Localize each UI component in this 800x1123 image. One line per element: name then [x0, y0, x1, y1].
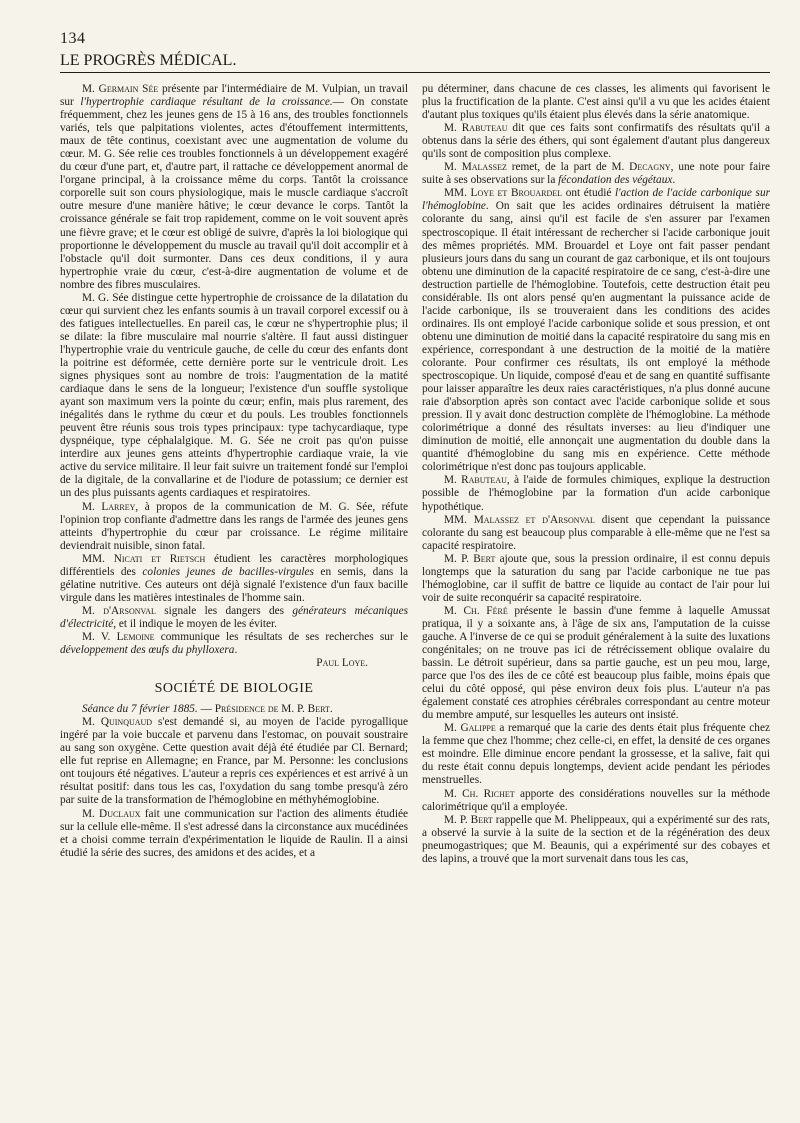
author-name: MM. Nicati et Rietsch [82, 552, 206, 565]
italic-title: l'hypertrophie cardiaque résultant de la croissance. [80, 96, 333, 109]
author-name: M. Quinquaud [82, 716, 153, 729]
italic-title: colonies jeunes de bacilles-virgules [142, 565, 314, 578]
paragraph: M. Malassez remet, de la part de M. Decagny, une note pour faire suite à ses observations sur la fécondation des végétaux. [422, 161, 770, 187]
paragraph: MM. Nicati et Rietsch étudient les caractères morphologiques différentiels des colonies jeunes de bacilles-virgules en semis, dans la gélatine nutritive. Ces auteurs ont déjà signalé l'existence d'un faux bacille virgule dans les matières intestinales de l'homme sain. [60, 552, 408, 604]
paragraph: MM. Malassez et d'Arsonval disent que cependant la puissance colorante du sang est beaucoup plus comparable à elle-même que ne l'est sa capacité respiratoire. [422, 513, 770, 552]
italic-title: générateurs mécaniques d'électricité [60, 604, 408, 630]
paragraph: M. Rabuteau, à l'aide de formules chimiques, explique la destruction possible de l'hémoglobine par la formation d'un acide carbonique hypothétique. [422, 474, 770, 513]
section-title: SOCIÉTÉ DE BIOLOGIE [154, 681, 314, 697]
author-name: M. P. Bert [444, 813, 493, 826]
page-number: 134 [60, 30, 86, 47]
author-name: M. P. Bert [444, 552, 496, 565]
author-name: M. Malassez [444, 161, 507, 174]
author-name: M. Ch. Richet [444, 787, 515, 800]
author-name: M. Galippe [444, 722, 496, 735]
session-line [60, 703, 408, 716]
author-name: M. Larrey [82, 500, 136, 513]
paragraph: M. Quinquaud s'est demandé si, au moyen de l'acide pyrogallique ingéré par la voie buccale et parvenu dans l'estomac, on pouvait soustraire au sang son oxygène. Cette question avait déjà été étudiée par Cl. Bernard; elle fut reprise en Allemagne; en France, par M. Personne: les conclusions ont toujours été négatives. L'auteur a repris ces expériences et est arrivé à un résultat positif: dans tous les cas, l'oxydation du sang tombe presqu'à zéro par suite de la transformation de l'hémoglobine en méthyhémoglobine. [60, 716, 408, 807]
session-presidency: — Présidence de M. P. Bert. [197, 703, 333, 716]
paragraph: pu déterminer, dans chacune de ces classes, les aliments qui favorisent le plus la fructification de la plante. C'est ainsi qu'il a vu que les acides étaient d'autant plus toxiques qu'ils étaient plus élevés dans la série anatomique. [422, 83, 770, 122]
paragraph: M. G. Sée distingue cette hypertrophie de croissance de la dilatation du cœur qui survient chez les enfants soumis à un travail corporel excessif ou à des fatigues intellectuelles. En pareil cas, le cœur ne s'hypertrophie plus; il se dilate: la fibre musculaire mal nourrie s'altère. Il faut aussi distinguer l'hypertrophie vraie du ventricule gauche, de celle du cœur des enfants dont la poitrine est déformée, cette dernière porte sur le ventricule droit. Les signes physiques sont au nombre de trois: l'augmentation de la matité cardiaque dans le sens de la longueur; l'existence d'un souffle systolique ayant son maximum vers la pointe du cœur; enfin, mais plus rarement, des inégalités dans le rythme du cœur et du pouls. Les troubles fonctionnels peuvent être réunis sous trois types principaux: type tachycardiaque, type dyspnéique, type céphalalgique. M. G. Sée ne croit pas qu'on puisse interdire aux jeunes gens atteints d'hypertrophie cardiaque vraie, la vie active du service militaire. Il leur fait suivre un traitement fondé sur l'emploi de la digitale, de la convallarine et de l'iodure de potassium; ce dernier est un des plus puissants agents cardiaques et respiratoires. [60, 291, 408, 500]
author-name: M. Ch. Féré [444, 604, 508, 617]
author-name: M. Rabuteau [444, 122, 508, 135]
running-header [60, 30, 770, 52]
author-name: M. Germain Sée [82, 83, 159, 95]
paragraph: M. V. Lemoine communique les résultats de ses recherches sur le développement des œufs du phylloxera. [60, 630, 408, 657]
author-name: Decagny [629, 161, 671, 174]
paragraph: M. Larrey, à propos de la communication de M. G. Sée, réfute l'opinion trop confiante d'admettre dans les rangs de l'armée des jeunes gens atteints d'hypertrophie du cœur par croissance. Le régime militaire deviendrait nuisible, sinon fatal. [60, 500, 408, 552]
header-rule [60, 72, 770, 73]
italic-title: l'action de l'acide carbonique sur l'hémoglobine [422, 187, 770, 213]
italic-title: fécondation des végétaux [558, 174, 673, 187]
right-column [422, 83, 770, 1123]
paragraph: M. Ch. Féré présente le bassin d'une femme à laquelle Amussat pratiqua, il y a soixante ans, à l'âge de six ans, l'amputation de la cuisse gauche. A l'inverse de ce qui se produit généralement à la suite des luxations congénitales; on ne trouve pas ici de rétrécissement oblique ovalaire du bassin. Le détroit supérieur, dans sa partie gauche, est un peu mou, large, parce que l'os des iles de ce côté est beaucoup plus faible, moins épais que celui du côté opposé, qui pèse environ deux fois plus. L'auteur n'a pas également constaté ces atrophies cérébrales correspondant au centre moteur du membre amputé, sur lesquelles les auteurs ont insisté. [422, 604, 770, 722]
paragraph: M. Galippe a remarqué que la carie des dents était plus fréquente chez la femme que chez l'homme; chez celle-ci, en effet, la densité de ces organes est moindre. Elle diminue encore pendant la grossesse, et la salive, fait qui du reste était connu depuis longtemps, devient acide pendant les périodes menstruelles. [422, 722, 770, 787]
paragraph: M. P. Bert ajoute que, sous la pression ordinaire, il est connu depuis longtemps que la saturation du sang par l'acide carbonique ne tue pas l'hémoglobine, car il suffit de battre ce liquide au contact de l'air pour lui voir de suite reconquérir sa capacité respiratoire. [422, 552, 770, 604]
italic-title: développement des œufs du phylloxera [60, 644, 235, 657]
paragraph: M. Germain Sée présente par l'intermédiaire de M. Vulpian, un travail sur l'hypertrophie cardiaque résultant de la croissance.— On constate fréquemment, chez les jeunes gens de 15 à 16 ans, des troubles fonctionnels variés, tels que palpitations violentes, actes d'étouffement intermittents, maux de tête continus, coexistant avec une augmentation de volume du cœur. M. G. Sée relie ces troubles fonctionnels à un développement exagéré du cœur d'une part, et, d'autre part, il rattache ce développement anormal de l'organe principal, à la croissance même du corps. Tantôt la croissance corporelle suit son cours physiologique, mais le muscle cardiaque s'accroît outre mesure d'une manière hâtive; le cœur devance le corps. Tantôt la croissance générale se fait trop rapidement, comme on le voit souvent après une fièvre grave; et le cœur est obligé de suivre, d'après la loi biologique qui proportionne le développement du muscle au travail qu'il doit accomplir et à l'obstacle qu'il doit surmonter. Dans ces deux conditions, il y aura hypertrophie vraie du cœur, c'est-à-dire augmentation de volume et de nombre des fibres musculaires. [60, 83, 408, 291]
left-column [60, 83, 408, 1123]
author-name: MM. Loye et Brouardel [444, 187, 563, 200]
journal-title: LE PROGRÈS MÉDICAL. [60, 52, 237, 69]
author-name: M. d'Arsonval [82, 604, 156, 617]
author-name: M. Duclaux [82, 807, 141, 820]
signature: Paul Loye. [316, 657, 368, 670]
paragraph: M. P. Bert rappelle que M. Phelippeaux, qui a expérimenté sur des rats, a observé la survie à la suite de la section et de la régénération des deux pneumogastriques; que M. Beaunis, qui a expérimenté sur des cobayes et des lapins, a trouvé que la mort survenait dans tous les cas, [422, 813, 770, 865]
author-name: M. V. Lemoine [82, 630, 155, 643]
text-columns [60, 83, 770, 1123]
paragraph: M. Ch. Richet apporte des considérations nouvelles sur la méthode calorimétrique qu'il a employée. [422, 787, 770, 813]
paragraph: M. Duclaux fait une communication sur l'action des aliments étudiée sur la cellule elle-même. Il s'est adressé dans la circonstance aux mucédinées et a choisi comme terrain d'expérimentation le liquide de Raulin. Il a ainsi étudié la série des sucres, des amidons et des acides, et a [60, 807, 408, 859]
paragraph: M. Rabuteau dit que ces faits sont confirmatifs des résultats qu'il a obtenus dans la série des éthers, qui sont également d'autant plus dangereux qu'ils sont de composition plus complexe. [422, 122, 770, 161]
session-date: Séance du 7 février 1885. [82, 703, 198, 716]
author-name: M. Rabuteau [444, 474, 507, 487]
paragraph: M. d'Arsonval signale les dangers des générateurs mécaniques d'électricité, et il indique le moyen de les éviter. [60, 604, 408, 630]
author-name: MM. Malassez et d'Arsonval [444, 513, 595, 526]
paragraph: MM. Loye et Brouardel ont étudié l'action de l'acide carbonique sur l'hémoglobine. On sait que les acides ordinaires détruisent la matière colorante du sang, ainsi qu'il est facile de s'en assurer par l'examen spectroscopique. Il était intéressant de rechercher si l'acide carbonique jouit des mêmes propriétés. MM. Brouardel et Loye ont fait passer pendant plusieurs jours dans du sang un courant de gaz carbonique, et ils ont toujours obtenu une diminution de la capacité respiratoire de ce sang, c'est-à-dire une destruction partielle de l'hémoglobine. Toutefois, cette destruction était peu considérable. Ils ont alors pensé qu'en augmentant la puissance acide de l'acide carbonique, ils se trouveraient dans les conditions des acides ordinaires. Ils ont employé l'acide carbonique solide et sous pression, et ont obtenu une diminution de moitié dans la capacité respiratoire du sang mis en expérience, correspondant à une destruction de la moitié de la matière colorante. Pour confirmer ces résultats, ils ont employé la méthode spectroscopique. Un liquide, composé d'eau et de sang en quantité suffisante pour laisser apparaître les deux raies caractéristiques, n'a plus donné aucune raie d'absorption après son contact avec l'acide carbonique solide et sous pression. Il y avait donc destruction complète de l'hémoglobine. La méthode colorimétrique a donné des résultats inverses: au lieu d'indiquer une diminution de moitié, elle annonçait une augmentation du double dans la quantité d'hémoglobine du sang mis en expérience. Cette méthode colorimétrique n'est donc pas toujours applicable. [422, 187, 770, 474]
